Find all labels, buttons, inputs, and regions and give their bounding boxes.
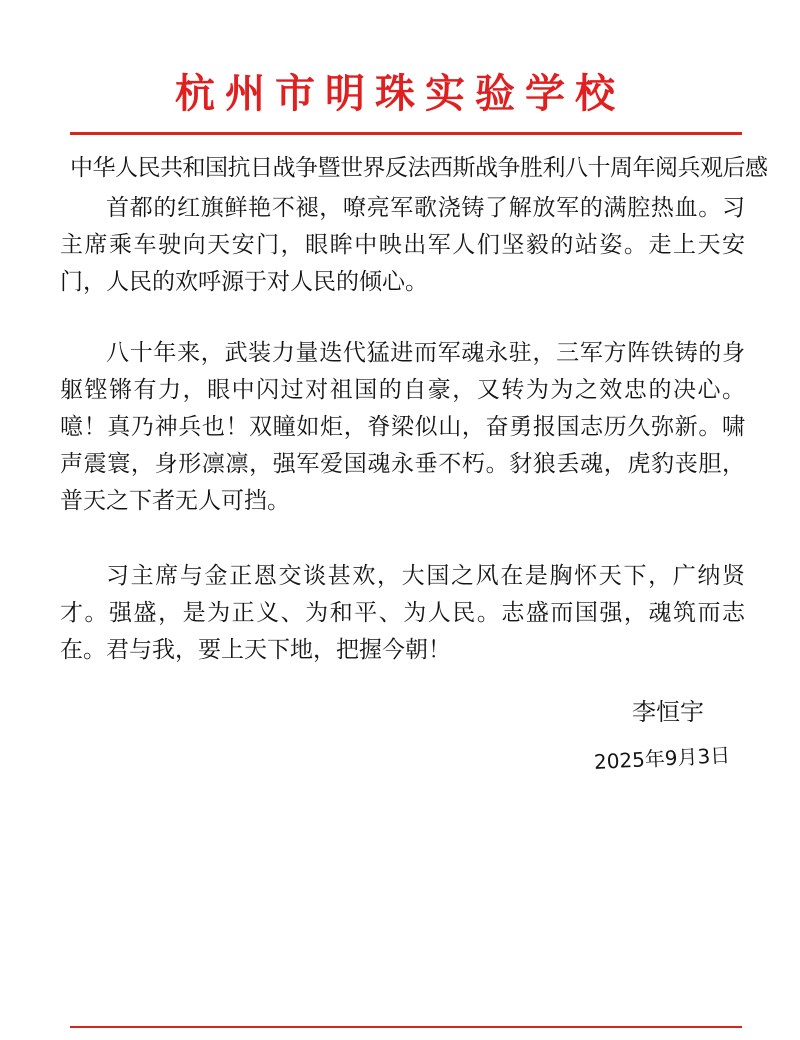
letterhead-rule (70, 132, 742, 135)
letter-title: 中华人民共和国抗日战争暨世界反法西斯战争胜利八十周年阅兵观后感 (70, 155, 768, 181)
school-name: 杭州市明珠实验学校 (175, 70, 625, 117)
paragraph-2: 八十年来，武装力量迭代猛进而军魂永驻，三军方阵铁铸的身躯铿锵有力，眼中闪过对祖国的自豪，又转为为之效忠的决心。噫！真乃神兵也！双瞳如炬，脊梁似山，奋勇报国志历久弥新。啸声震寰，身形凛凛，强军爱国魂永垂不朽。豺狼丢魂，虎豹丧胆，普天之下者无人可挡。 (60, 340, 745, 514)
signature-date: 2025年9月3日 (593, 742, 731, 774)
signature-name: 李恒宇 (632, 698, 704, 726)
footer-rule (70, 1026, 742, 1028)
paragraph-3: 习主席与金正恩交谈甚欢，大国之风在是胸怀天下，广纳贤才。强盛，是为正义、为和平、为人民。志盛而国强，魂筑而志在。君与我，要上天下地，把握今朝！ (60, 563, 745, 663)
letterhead (0, 0, 800, 140)
paragraph-1: 首都的红旗鲜艳不褪，嘹亮军歌浇铸了解放军的满腔热血。习主席乘车驶向天安门，眼眸中映出军人们坚毅的站姿。走上天安门，人民的欢呼源于对人民的倾心。 (60, 195, 745, 295)
